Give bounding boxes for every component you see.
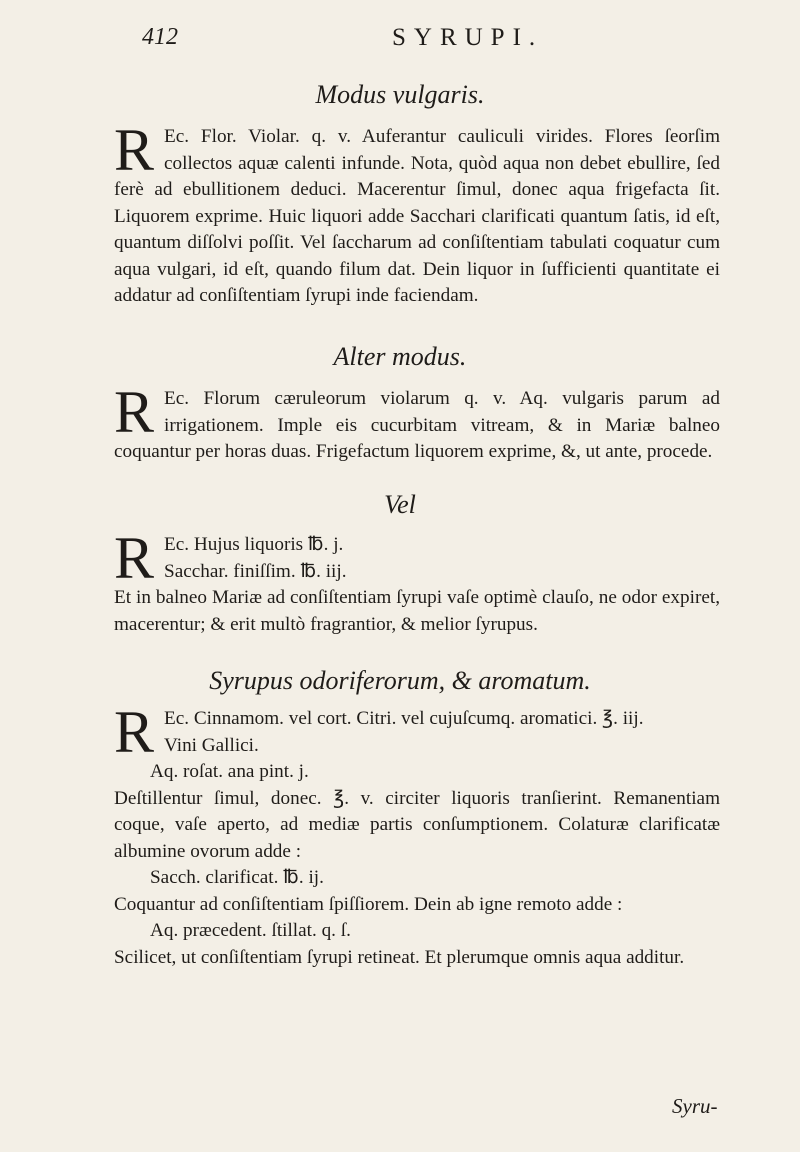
section-text-alter-modus [114, 379, 720, 466]
drop-cap: R [114, 379, 155, 445]
running-head: SYRUPI. [392, 24, 544, 51]
drop-cap: R [114, 699, 155, 765]
paragraph-text: Ec. Florum cæruleorum violarum q. v. Aq. vulgaris parum ad irrigationem. Imple eis cucurbitam vitream, & in Mariæ balneo coquantur per horas duas. Frigefactum liquorem exprime, &, ut ante, procede. [114, 388, 720, 462]
paragraph-text: Et in balneo Mariæ ad conſiſtentiam ſyrupi vaſe optimè clauſo, ne odor expiret, macerentur; & erit multò fragrantior, & melior ſyrupus. [114, 587, 720, 635]
drop-cap: R [114, 117, 155, 183]
recipe-line: Sacch. clarificat. ℔. ij. [150, 867, 324, 888]
section-text-vel [114, 525, 720, 638]
paragraph-text: Scilicet, ut conſiſtentiam ſyrupi retineat. Et plerumque omnis aqua additur. [114, 946, 685, 968]
section-heading-vel: Vel [384, 490, 416, 519]
section-heading-alter-modus: Alter modus. [333, 342, 467, 371]
section-heading-modus-vulgaris: Modus vulgaris. [315, 80, 485, 109]
drop-cap: R [114, 525, 155, 591]
paragraph-text: Ec. Flor. Violar. q. v. Auferantur cauliculi virides. Flores ſeorſim collectos aquæ calenti infunde. Nota, quòd aqua non debet ebullire, ſed ferè ad ebullitionem deduci. Macerentur ſimul, donec aqua frigefacta ſit. Liquorem exprime. Huic liquori adde Sacchari clarificati quantum ſatis, id eſt, quantum diſſolvi poſſit. Vel ſaccharum ad conſiſtentiam tabulati coquatur cum aqua vulgari, id eſt, quando filum dat. Dein liquor in ſufficienti quantitate ei addatur ad conſiſtentiam ſyrupi inde faciendam. [114, 126, 720, 306]
recipe-line: Ec. Hujus liquoris ℔. j. [164, 534, 344, 555]
recipe-line: Ec. Cinnamom. vel cort. Citri. vel cujuſcumq. aromatici. ℥. iij. [164, 708, 644, 729]
section-text-syrupus-odoriferorum [114, 699, 720, 971]
paragraph-text: Deſtillentur ſimul, donec. ℥. v. circiter liquoris tranſierint. Remanentiam coque, vaſe aperto, ad mediæ partis conſumptionem. Colaturæ clarificatæ albumine ovorum adde : [114, 787, 720, 862]
catchword: Syru- [672, 1094, 718, 1118]
page-number: 412 [142, 24, 178, 50]
recipe-line: Sacchar. finiſſim. ℔. iij. [164, 560, 347, 582]
recipe-line: Vini Gallici. [164, 734, 259, 756]
recipe-line: Aq. præcedent. ſtillat. q. ſ. [150, 920, 351, 941]
paragraph-text: Coquantur ad conſiſtentiam ſpiſſiorem. Dein ab igne remoto adde : [114, 893, 623, 915]
recipe-line: Aq. roſat. ana pint. j. [150, 761, 309, 782]
page-header [0, 22, 800, 58]
section-text-modus-vulgaris [114, 117, 720, 310]
section-heading-syrupus-odoriferorum: Syrupus odoriferorum, & aromatum. [209, 666, 591, 695]
